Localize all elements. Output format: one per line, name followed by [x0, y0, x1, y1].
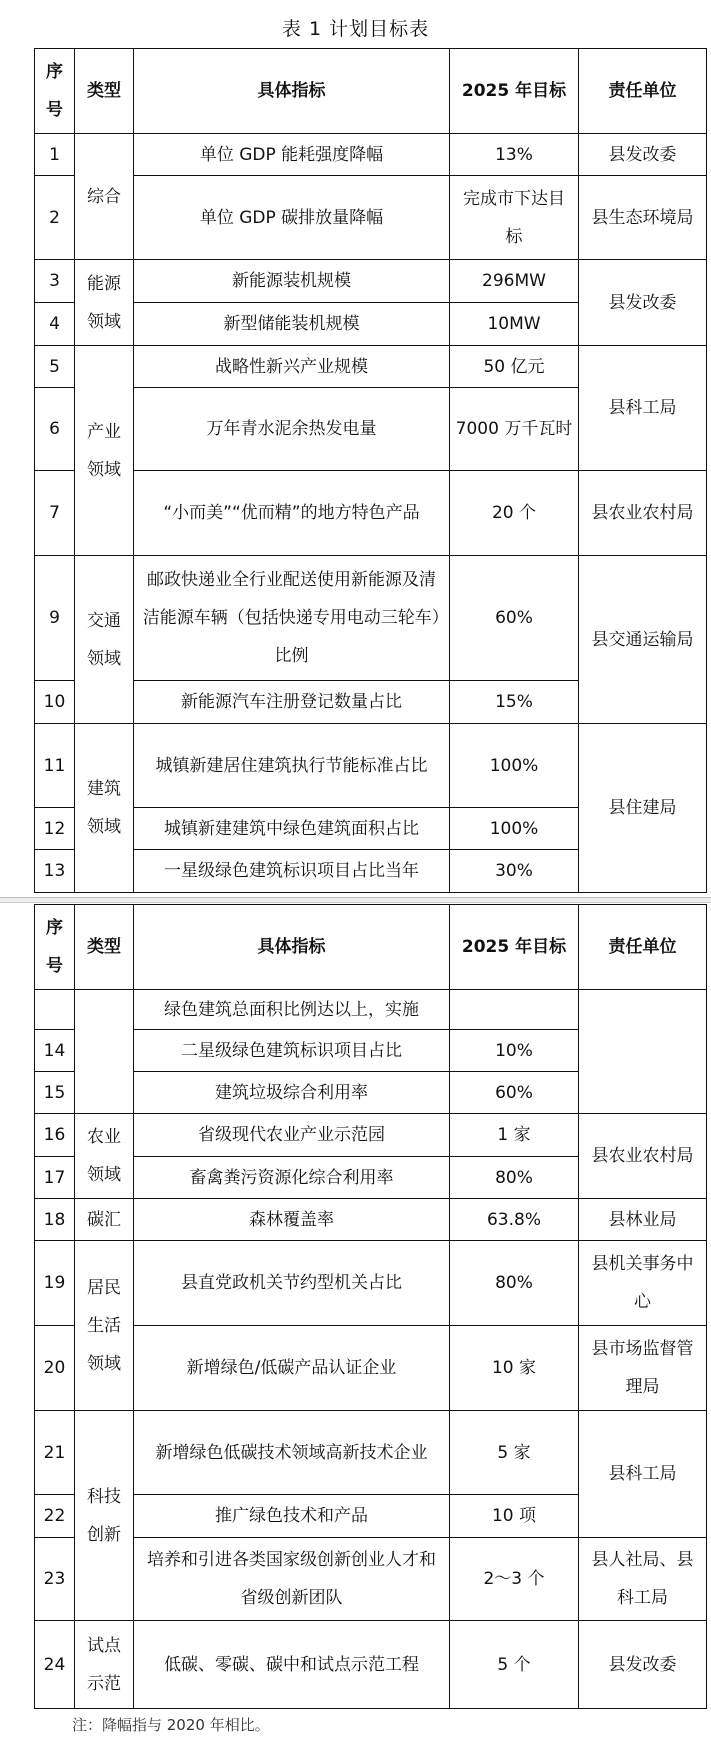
cell-unit: 县市场监督管理局	[579, 1326, 707, 1411]
cell-indicator: 新型储能装机规模	[134, 303, 450, 346]
cell-indicator: 新能源装机规模	[134, 260, 450, 303]
cell-seq: 19	[35, 1241, 75, 1326]
cell-target: 30%	[450, 850, 579, 893]
cell-unit: 县农业农村局	[579, 1114, 707, 1199]
cell-type: 农业领域	[75, 1114, 134, 1199]
cell-seq: 9	[35, 556, 75, 681]
cell-type: 综合	[75, 134, 134, 260]
cell-type: 产业领域	[75, 346, 134, 556]
cell-target: 50 亿元	[450, 346, 579, 388]
cell-seq: 22	[35, 1495, 75, 1538]
cell-seq: 5	[35, 346, 75, 388]
table-row	[35, 260, 707, 303]
cell-unit: 县交通运输局	[579, 556, 707, 724]
cell-target: 10MW	[450, 303, 579, 346]
table-row	[35, 1199, 707, 1241]
table-row	[35, 556, 707, 681]
cell-target: 13%	[450, 134, 579, 176]
cell-indicator: 低碳、零碳、碳中和试点示范工程	[134, 1621, 450, 1709]
table-row	[35, 990, 707, 1030]
cell-target: 5 家	[450, 1411, 579, 1495]
cell-indicator: 单位 GDP 碳排放量降幅	[134, 176, 450, 260]
cell-indicator: 新能源汽车注册登记数量占比	[134, 681, 450, 724]
table-row	[35, 471, 707, 556]
cell-indicator: 邮政快递业全行业配送使用新能源及清洁能源车辆（包括快递专用电动三轮车）比例	[134, 556, 450, 681]
table-row	[35, 1326, 707, 1411]
cell-unit: 县科工局	[579, 346, 707, 471]
cell-target: 2～3 个	[450, 1538, 579, 1621]
cell-seq: 16	[35, 1114, 75, 1157]
cell-seq: 7	[35, 471, 75, 556]
table-row	[35, 176, 707, 260]
cell-target: 100%	[450, 724, 579, 808]
table-row	[35, 1241, 707, 1326]
header-target: 2025 年目标	[450, 905, 579, 990]
header-unit: 责任单位	[579, 905, 707, 990]
cell-seq: 14	[35, 1030, 75, 1072]
cell-target: 60%	[450, 1072, 579, 1114]
cell-target: 80%	[450, 1241, 579, 1326]
cell-indicator: 战略性新兴产业规模	[134, 346, 450, 388]
cell-target: 10%	[450, 1030, 579, 1072]
table-row	[35, 1538, 707, 1621]
table-row	[35, 1621, 707, 1709]
cell-target: 60%	[450, 556, 579, 681]
cell-type: 建筑领域	[75, 724, 134, 893]
cell-indicator: 县直党政机关节约型机关占比	[134, 1241, 450, 1326]
cell-seq: 2	[35, 176, 75, 260]
cell-target: 80%	[450, 1157, 579, 1199]
targets-table-part-2	[34, 904, 707, 1709]
cell-indicator: 推广绿色技术和产品	[134, 1495, 450, 1538]
cell-target: 1 家	[450, 1114, 579, 1157]
targets-table-part-1	[34, 48, 707, 893]
header-row	[35, 49, 707, 134]
header-indicator: 具体指标	[134, 49, 450, 134]
header-type: 类型	[75, 49, 134, 134]
cell-indicator: 森林覆盖率	[134, 1199, 450, 1241]
cell-indicator: 万年青水泥余热发电量	[134, 388, 450, 471]
cell-target: 20 个	[450, 471, 579, 556]
cell-target: 10 项	[450, 1495, 579, 1538]
cell-type: 碳汇	[75, 1199, 134, 1241]
cell-seq: 4	[35, 303, 75, 346]
cell-target: 完成市下达目标	[450, 176, 579, 260]
cell-seq: 17	[35, 1157, 75, 1199]
cell-seq: 23	[35, 1538, 75, 1621]
cell-seq: 1	[35, 134, 75, 176]
table-title: 表 1 计划目标表	[281, 18, 430, 40]
cell-unit: 县机关事务中心	[579, 1241, 707, 1326]
cell-indicator: 绿色建筑总面积比例达以上，实施	[134, 990, 450, 1030]
header-row	[35, 905, 707, 990]
cell-indicator: 一星级绿色建筑标识项目占比当年	[134, 850, 450, 893]
table-row	[35, 134, 707, 176]
cell-type: 能源领域	[75, 260, 134, 346]
cell-unit: 县科工局	[579, 1411, 707, 1538]
cell-type	[75, 990, 134, 1114]
cell-unit: 县农业农村局	[579, 471, 707, 556]
cell-indicator: 培养和引进各类国家级创新创业人才和省级创新团队	[134, 1538, 450, 1621]
cell-seq: 18	[35, 1199, 75, 1241]
cell-seq: 20	[35, 1326, 75, 1411]
cell-unit: 县生态环境局	[579, 176, 707, 260]
cell-type: 交通领域	[75, 556, 134, 724]
cell-type: 试点示范	[75, 1621, 134, 1709]
cell-seq	[35, 990, 75, 1030]
header-type: 类型	[75, 905, 134, 990]
cell-target: 7000 万千瓦时	[450, 388, 579, 471]
cell-unit: 县人社局、县科工局	[579, 1538, 707, 1621]
cell-type: 科技创新	[75, 1411, 134, 1621]
footnote: 注：降幅指与 2020 年相比。	[72, 1716, 270, 1734]
cell-seq: 10	[35, 681, 75, 724]
cell-target: 296MW	[450, 260, 579, 303]
table-row	[35, 1114, 707, 1157]
header-target: 2025 年目标	[450, 49, 579, 134]
table-row	[35, 1411, 707, 1495]
cell-indicator: 二星级绿色建筑标识项目占比	[134, 1030, 450, 1072]
table-row	[35, 346, 707, 388]
cell-indicator: 省级现代农业产业示范园	[134, 1114, 450, 1157]
cell-seq: 6	[35, 388, 75, 471]
cell-indicator: 新增绿色低碳技术领域高新技术企业	[134, 1411, 450, 1495]
cell-unit: 县住建局	[579, 724, 707, 893]
cell-indicator: 畜禽粪污资源化综合利用率	[134, 1157, 450, 1199]
cell-type: 居民生活领域	[75, 1241, 134, 1411]
header-seq: 序号	[35, 49, 75, 134]
cell-unit: 县发改委	[579, 1621, 707, 1709]
cell-target: 63.8%	[450, 1199, 579, 1241]
cell-seq: 3	[35, 260, 75, 303]
table-row	[35, 724, 707, 808]
cell-seq: 15	[35, 1072, 75, 1114]
cell-unit	[579, 990, 707, 1114]
cell-seq: 13	[35, 850, 75, 893]
cell-indicator: 新增绿色/低碳产品认证企业	[134, 1326, 450, 1411]
cell-target	[450, 990, 579, 1030]
cell-target: 15%	[450, 681, 579, 724]
header-unit: 责任单位	[579, 49, 707, 134]
cell-unit: 县林业局	[579, 1199, 707, 1241]
cell-indicator: 城镇新建建筑中绿色建筑面积占比	[134, 808, 450, 850]
cell-seq: 12	[35, 808, 75, 850]
cell-seq: 21	[35, 1411, 75, 1495]
page-break-divider	[0, 897, 711, 903]
cell-unit: 县发改委	[579, 260, 707, 346]
cell-seq: 11	[35, 724, 75, 808]
cell-indicator: 单位 GDP 能耗强度降幅	[134, 134, 450, 176]
cell-target: 100%	[450, 808, 579, 850]
cell-seq: 24	[35, 1621, 75, 1709]
cell-unit: 县发改委	[579, 134, 707, 176]
cell-target: 10 家	[450, 1326, 579, 1411]
cell-indicator: 城镇新建居住建筑执行节能标准占比	[134, 724, 450, 808]
cell-indicator: “小而美”“优而精”的地方特色产品	[134, 471, 450, 556]
cell-indicator: 建筑垃圾综合利用率	[134, 1072, 450, 1114]
cell-target: 5 个	[450, 1621, 579, 1709]
header-indicator: 具体指标	[134, 905, 450, 990]
header-seq: 序号	[35, 905, 75, 990]
